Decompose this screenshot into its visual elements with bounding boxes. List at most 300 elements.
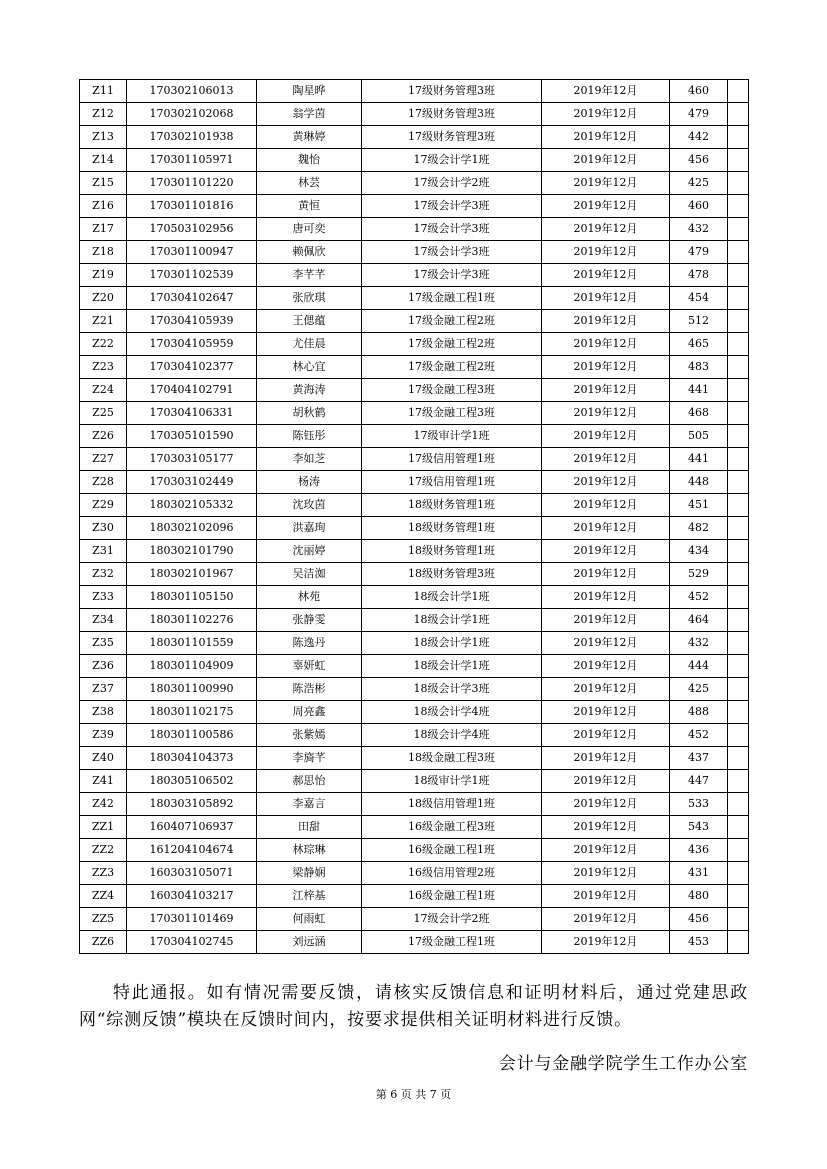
cell-student-id: 170302101938 — [127, 126, 257, 149]
cell-name: 王偲蕴 — [257, 310, 362, 333]
cell-note — [728, 770, 749, 793]
cell-class: 18级会计学1班 — [362, 609, 542, 632]
cell-class: 17级会计学3班 — [362, 218, 542, 241]
cell-note — [728, 586, 749, 609]
cell-student-id: 180305106502 — [127, 770, 257, 793]
cell-date: 2019年12月 — [542, 724, 670, 747]
cell-date: 2019年12月 — [542, 839, 670, 862]
cell-score: 454 — [670, 287, 728, 310]
cell-date: 2019年12月 — [542, 126, 670, 149]
cell-date: 2019年12月 — [542, 241, 670, 264]
cell-student-id: 170301100947 — [127, 241, 257, 264]
table-row — [80, 701, 749, 724]
cell-no: Z41 — [80, 770, 127, 793]
cell-score: 456 — [670, 908, 728, 931]
cell-name: 翁学茵 — [257, 103, 362, 126]
cell-date: 2019年12月 — [542, 517, 670, 540]
cell-note — [728, 218, 749, 241]
cell-note — [728, 540, 749, 563]
cell-score: 465 — [670, 333, 728, 356]
table-row — [80, 885, 749, 908]
cell-note — [728, 471, 749, 494]
records-body — [80, 80, 749, 954]
cell-no: Z18 — [80, 241, 127, 264]
cell-class: 17级金融工程3班 — [362, 402, 542, 425]
cell-note — [728, 862, 749, 885]
cell-name: 张欣琪 — [257, 287, 362, 310]
cell-name: 梁静娴 — [257, 862, 362, 885]
cell-score: 488 — [670, 701, 728, 724]
cell-note — [728, 379, 749, 402]
cell-class: 18级财务管理1班 — [362, 517, 542, 540]
cell-class: 17级会计学3班 — [362, 195, 542, 218]
cell-no: Z38 — [80, 701, 127, 724]
cell-no: Z25 — [80, 402, 127, 425]
cell-date: 2019年12月 — [542, 747, 670, 770]
table-row — [80, 379, 749, 402]
cell-no: Z17 — [80, 218, 127, 241]
cell-no: Z39 — [80, 724, 127, 747]
cell-class: 18级财务管理3班 — [362, 563, 542, 586]
table-row — [80, 540, 749, 563]
cell-no: Z37 — [80, 678, 127, 701]
cell-date: 2019年12月 — [542, 816, 670, 839]
cell-name: 林芸 — [257, 172, 362, 195]
cell-name: 林苑 — [257, 586, 362, 609]
table-row — [80, 471, 749, 494]
cell-class: 18级信用管理1班 — [362, 793, 542, 816]
cell-note — [728, 839, 749, 862]
cell-class: 17级会计学1班 — [362, 149, 542, 172]
cell-date: 2019年12月 — [542, 793, 670, 816]
cell-score: 460 — [670, 195, 728, 218]
cell-no: Z31 — [80, 540, 127, 563]
table-row — [80, 931, 749, 954]
cell-note — [728, 356, 749, 379]
cell-score: 437 — [670, 747, 728, 770]
cell-score: 483 — [670, 356, 728, 379]
cell-no: Z24 — [80, 379, 127, 402]
cell-note — [728, 632, 749, 655]
cell-no: Z21 — [80, 310, 127, 333]
cell-name: 郝思怡 — [257, 770, 362, 793]
cell-name: 刘远涵 — [257, 931, 362, 954]
cell-name: 辜妍虹 — [257, 655, 362, 678]
cell-no: Z28 — [80, 471, 127, 494]
cell-name: 黄恒 — [257, 195, 362, 218]
cell-note — [728, 517, 749, 540]
records-table — [79, 79, 749, 954]
cell-student-id: 170304102647 — [127, 287, 257, 310]
cell-note — [728, 103, 749, 126]
cell-note — [728, 310, 749, 333]
cell-student-id: 170304105939 — [127, 310, 257, 333]
cell-name: 陈逸丹 — [257, 632, 362, 655]
cell-name: 黄海涛 — [257, 379, 362, 402]
cell-student-id: 180301100586 — [127, 724, 257, 747]
table-row — [80, 586, 749, 609]
page-number: 第 6 页 共 7 页 — [375, 1088, 452, 1101]
cell-student-id: 170301105971 — [127, 149, 257, 172]
cell-class: 16级信用管理2班 — [362, 862, 542, 885]
cell-student-id: 180302102096 — [127, 517, 257, 540]
cell-no: Z23 — [80, 356, 127, 379]
table-row — [80, 793, 749, 816]
cell-score: 512 — [670, 310, 728, 333]
cell-score: 444 — [670, 655, 728, 678]
cell-score: 451 — [670, 494, 728, 517]
cell-date: 2019年12月 — [542, 310, 670, 333]
cell-date: 2019年12月 — [542, 287, 670, 310]
cell-note — [728, 287, 749, 310]
cell-name: 沈玫茵 — [257, 494, 362, 517]
table-row — [80, 655, 749, 678]
cell-score: 432 — [670, 632, 728, 655]
cell-student-id: 180304104373 — [127, 747, 257, 770]
cell-class: 17级金融工程3班 — [362, 379, 542, 402]
cell-score: 479 — [670, 241, 728, 264]
cell-student-id: 180301104909 — [127, 655, 257, 678]
cell-note — [728, 678, 749, 701]
table-row — [80, 563, 749, 586]
cell-student-id: 170304105959 — [127, 333, 257, 356]
cell-note — [728, 172, 749, 195]
table-row — [80, 356, 749, 379]
cell-note — [728, 816, 749, 839]
cell-date: 2019年12月 — [542, 356, 670, 379]
cell-no: Z32 — [80, 563, 127, 586]
cell-name: 洪嘉珣 — [257, 517, 362, 540]
cell-name: 周亮鑫 — [257, 701, 362, 724]
cell-name: 陶星晔 — [257, 80, 362, 103]
cell-student-id: 170503102956 — [127, 218, 257, 241]
cell-student-id: 160407106937 — [127, 816, 257, 839]
table-row — [80, 816, 749, 839]
cell-student-id: 170404102791 — [127, 379, 257, 402]
cell-no: Z30 — [80, 517, 127, 540]
cell-date: 2019年12月 — [542, 862, 670, 885]
cell-student-id: 170302106013 — [127, 80, 257, 103]
cell-student-id: 170301102539 — [127, 264, 257, 287]
cell-name: 尤佳晨 — [257, 333, 362, 356]
cell-date: 2019年12月 — [542, 908, 670, 931]
cell-note — [728, 195, 749, 218]
cell-class: 17级财务管理3班 — [362, 126, 542, 149]
cell-no: Z42 — [80, 793, 127, 816]
cell-no: Z11 — [80, 80, 127, 103]
cell-name: 赖佩欣 — [257, 241, 362, 264]
cell-score: 432 — [670, 218, 728, 241]
cell-note — [728, 448, 749, 471]
cell-no: Z12 — [80, 103, 127, 126]
cell-score: 479 — [670, 103, 728, 126]
cell-name: 张静雯 — [257, 609, 362, 632]
cell-class: 17级财务管理3班 — [362, 103, 542, 126]
cell-no: Z15 — [80, 172, 127, 195]
cell-class: 17级金融工程2班 — [362, 310, 542, 333]
cell-date: 2019年12月 — [542, 770, 670, 793]
cell-score: 448 — [670, 471, 728, 494]
cell-score: 442 — [670, 126, 728, 149]
cell-score: 452 — [670, 586, 728, 609]
cell-score: 441 — [670, 379, 728, 402]
cell-class: 17级金融工程1班 — [362, 287, 542, 310]
cell-student-id: 180301102175 — [127, 701, 257, 724]
table-row — [80, 287, 749, 310]
cell-student-id: 180301100990 — [127, 678, 257, 701]
cell-name: 张紫嫣 — [257, 724, 362, 747]
cell-date: 2019年12月 — [542, 333, 670, 356]
cell-class: 18级财务管理1班 — [362, 540, 542, 563]
cell-note — [728, 724, 749, 747]
cell-score: 431 — [670, 862, 728, 885]
cell-note — [728, 908, 749, 931]
cell-class: 18级审计学1班 — [362, 770, 542, 793]
table-row — [80, 241, 749, 264]
cell-student-id: 180303105892 — [127, 793, 257, 816]
cell-no: Z26 — [80, 425, 127, 448]
cell-score: 436 — [670, 839, 728, 862]
cell-date: 2019年12月 — [542, 540, 670, 563]
table-row — [80, 747, 749, 770]
table-row — [80, 80, 749, 103]
cell-name: 黄琳婷 — [257, 126, 362, 149]
cell-student-id: 170305101590 — [127, 425, 257, 448]
cell-note — [728, 701, 749, 724]
cell-score: 434 — [670, 540, 728, 563]
cell-class: 18级会计学3班 — [362, 678, 542, 701]
cell-score: 464 — [670, 609, 728, 632]
cell-class: 18级会计学1班 — [362, 655, 542, 678]
cell-note — [728, 333, 749, 356]
cell-name: 李如芝 — [257, 448, 362, 471]
cell-note — [728, 747, 749, 770]
cell-score: 480 — [670, 885, 728, 908]
cell-student-id: 170304102377 — [127, 356, 257, 379]
cell-score: 543 — [670, 816, 728, 839]
cell-score: 453 — [670, 931, 728, 954]
cell-class: 17级会计学3班 — [362, 241, 542, 264]
cell-no: Z13 — [80, 126, 127, 149]
cell-date: 2019年12月 — [542, 885, 670, 908]
cell-no: ZZ5 — [80, 908, 127, 931]
cell-note — [728, 241, 749, 264]
cell-class: 16级金融工程1班 — [362, 839, 542, 862]
table-row — [80, 839, 749, 862]
cell-score: 460 — [670, 80, 728, 103]
cell-student-id: 170301101469 — [127, 908, 257, 931]
cell-note — [728, 425, 749, 448]
cell-name: 胡秋鹤 — [257, 402, 362, 425]
cell-no: Z40 — [80, 747, 127, 770]
cell-note — [728, 793, 749, 816]
cell-no: Z29 — [80, 494, 127, 517]
cell-name: 李芊芊 — [257, 264, 362, 287]
cell-no: Z20 — [80, 287, 127, 310]
cell-student-id: 180302105332 — [127, 494, 257, 517]
cell-date: 2019年12月 — [542, 494, 670, 517]
cell-class: 17级信用管理1班 — [362, 471, 542, 494]
office-signature: 会计与金融学院学生工作办公室 — [498, 1054, 748, 1074]
cell-name: 杨涛 — [257, 471, 362, 494]
cell-class: 17级审计学1班 — [362, 425, 542, 448]
table-row — [80, 862, 749, 885]
notice-paragraph: 特此通报。如有情况需要反馈，请核实反馈信息和证明材料后，通过党建思政网“综测反馈”模块在反馈时间内，按要求提供相关证明材料进行反馈。 — [79, 983, 748, 1030]
table-row — [80, 264, 749, 287]
cell-name: 田甜 — [257, 816, 362, 839]
cell-class: 17级金融工程1班 — [362, 931, 542, 954]
cell-name: 唐可奕 — [257, 218, 362, 241]
cell-student-id: 170302102068 — [127, 103, 257, 126]
cell-class: 17级信用管理1班 — [362, 448, 542, 471]
cell-student-id: 161204104674 — [127, 839, 257, 862]
cell-no: Z14 — [80, 149, 127, 172]
cell-student-id: 180301102276 — [127, 609, 257, 632]
cell-score: 505 — [670, 425, 728, 448]
cell-class: 18级会计学4班 — [362, 724, 542, 747]
cell-class: 17级会计学2班 — [362, 172, 542, 195]
cell-no: ZZ2 — [80, 839, 127, 862]
cell-date: 2019年12月 — [542, 218, 670, 241]
cell-class: 16级金融工程1班 — [362, 885, 542, 908]
cell-date: 2019年12月 — [542, 563, 670, 586]
cell-student-id: 170304102745 — [127, 931, 257, 954]
cell-date: 2019年12月 — [542, 149, 670, 172]
cell-score: 456 — [670, 149, 728, 172]
cell-date: 2019年12月 — [542, 655, 670, 678]
cell-student-id: 160304103217 — [127, 885, 257, 908]
table-row — [80, 126, 749, 149]
cell-date: 2019年12月 — [542, 425, 670, 448]
cell-student-id: 180302101790 — [127, 540, 257, 563]
cell-date: 2019年12月 — [542, 448, 670, 471]
cell-class: 16级金融工程3班 — [362, 816, 542, 839]
cell-date: 2019年12月 — [542, 586, 670, 609]
cell-class: 17级会计学2班 — [362, 908, 542, 931]
table-row — [80, 310, 749, 333]
cell-student-id: 160303105071 — [127, 862, 257, 885]
cell-no: Z36 — [80, 655, 127, 678]
cell-name: 李旖芊 — [257, 747, 362, 770]
cell-class: 18级会计学4班 — [362, 701, 542, 724]
cell-class: 17级金融工程2班 — [362, 333, 542, 356]
cell-note — [728, 402, 749, 425]
cell-score: 425 — [670, 172, 728, 195]
cell-class: 18级金融工程3班 — [362, 747, 542, 770]
cell-no: ZZ6 — [80, 931, 127, 954]
cell-note — [728, 80, 749, 103]
cell-student-id: 170303105177 — [127, 448, 257, 471]
cell-name: 陈钰彤 — [257, 425, 362, 448]
cell-note — [728, 264, 749, 287]
cell-no: Z34 — [80, 609, 127, 632]
cell-date: 2019年12月 — [542, 172, 670, 195]
table-row — [80, 333, 749, 356]
cell-name: 江梓基 — [257, 885, 362, 908]
cell-score: 468 — [670, 402, 728, 425]
cell-student-id: 180302101967 — [127, 563, 257, 586]
cell-no: Z16 — [80, 195, 127, 218]
cell-name: 魏怡 — [257, 149, 362, 172]
table-row — [80, 448, 749, 471]
cell-class: 18级会计学1班 — [362, 632, 542, 655]
cell-score: 425 — [670, 678, 728, 701]
table-row — [80, 402, 749, 425]
cell-class: 18级财务管理1班 — [362, 494, 542, 517]
cell-note — [728, 126, 749, 149]
cell-student-id: 170303102449 — [127, 471, 257, 494]
cell-date: 2019年12月 — [542, 632, 670, 655]
cell-date: 2019年12月 — [542, 701, 670, 724]
cell-date: 2019年12月 — [542, 103, 670, 126]
cell-student-id: 170301101220 — [127, 172, 257, 195]
cell-score: 482 — [670, 517, 728, 540]
cell-student-id: 170304106331 — [127, 402, 257, 425]
cell-name: 吴洁洳 — [257, 563, 362, 586]
cell-note — [728, 494, 749, 517]
cell-class: 18级会计学1班 — [362, 586, 542, 609]
table-row — [80, 770, 749, 793]
cell-note — [728, 655, 749, 678]
cell-no: Z33 — [80, 586, 127, 609]
table-row — [80, 678, 749, 701]
table-row — [80, 724, 749, 747]
cell-name: 陈浩彬 — [257, 678, 362, 701]
cell-note — [728, 563, 749, 586]
cell-date: 2019年12月 — [542, 264, 670, 287]
table-row — [80, 103, 749, 126]
cell-student-id: 180301105150 — [127, 586, 257, 609]
cell-date: 2019年12月 — [542, 471, 670, 494]
cell-date: 2019年12月 — [542, 379, 670, 402]
cell-date: 2019年12月 — [542, 931, 670, 954]
cell-no: ZZ4 — [80, 885, 127, 908]
table-row — [80, 425, 749, 448]
cell-date: 2019年12月 — [542, 402, 670, 425]
cell-score: 447 — [670, 770, 728, 793]
cell-score: 452 — [670, 724, 728, 747]
cell-date: 2019年12月 — [542, 678, 670, 701]
cell-student-id: 180301101559 — [127, 632, 257, 655]
table-row — [80, 609, 749, 632]
cell-note — [728, 149, 749, 172]
table-row — [80, 908, 749, 931]
cell-name: 林琮琳 — [257, 839, 362, 862]
cell-name: 何雨虹 — [257, 908, 362, 931]
table-row — [80, 517, 749, 540]
cell-name: 李嘉言 — [257, 793, 362, 816]
cell-no: Z22 — [80, 333, 127, 356]
cell-note — [728, 885, 749, 908]
table-row — [80, 494, 749, 517]
cell-no: Z27 — [80, 448, 127, 471]
cell-name: 林心宜 — [257, 356, 362, 379]
cell-date: 2019年12月 — [542, 195, 670, 218]
cell-class: 17级财务管理3班 — [362, 80, 542, 103]
table-row — [80, 149, 749, 172]
cell-name: 沈丽婷 — [257, 540, 362, 563]
cell-no: Z35 — [80, 632, 127, 655]
cell-no: Z19 — [80, 264, 127, 287]
table-row — [80, 218, 749, 241]
cell-score: 441 — [670, 448, 728, 471]
cell-student-id: 170301101816 — [127, 195, 257, 218]
table-row — [80, 632, 749, 655]
cell-score: 478 — [670, 264, 728, 287]
cell-date: 2019年12月 — [542, 609, 670, 632]
table-row — [80, 172, 749, 195]
cell-date: 2019年12月 — [542, 80, 670, 103]
